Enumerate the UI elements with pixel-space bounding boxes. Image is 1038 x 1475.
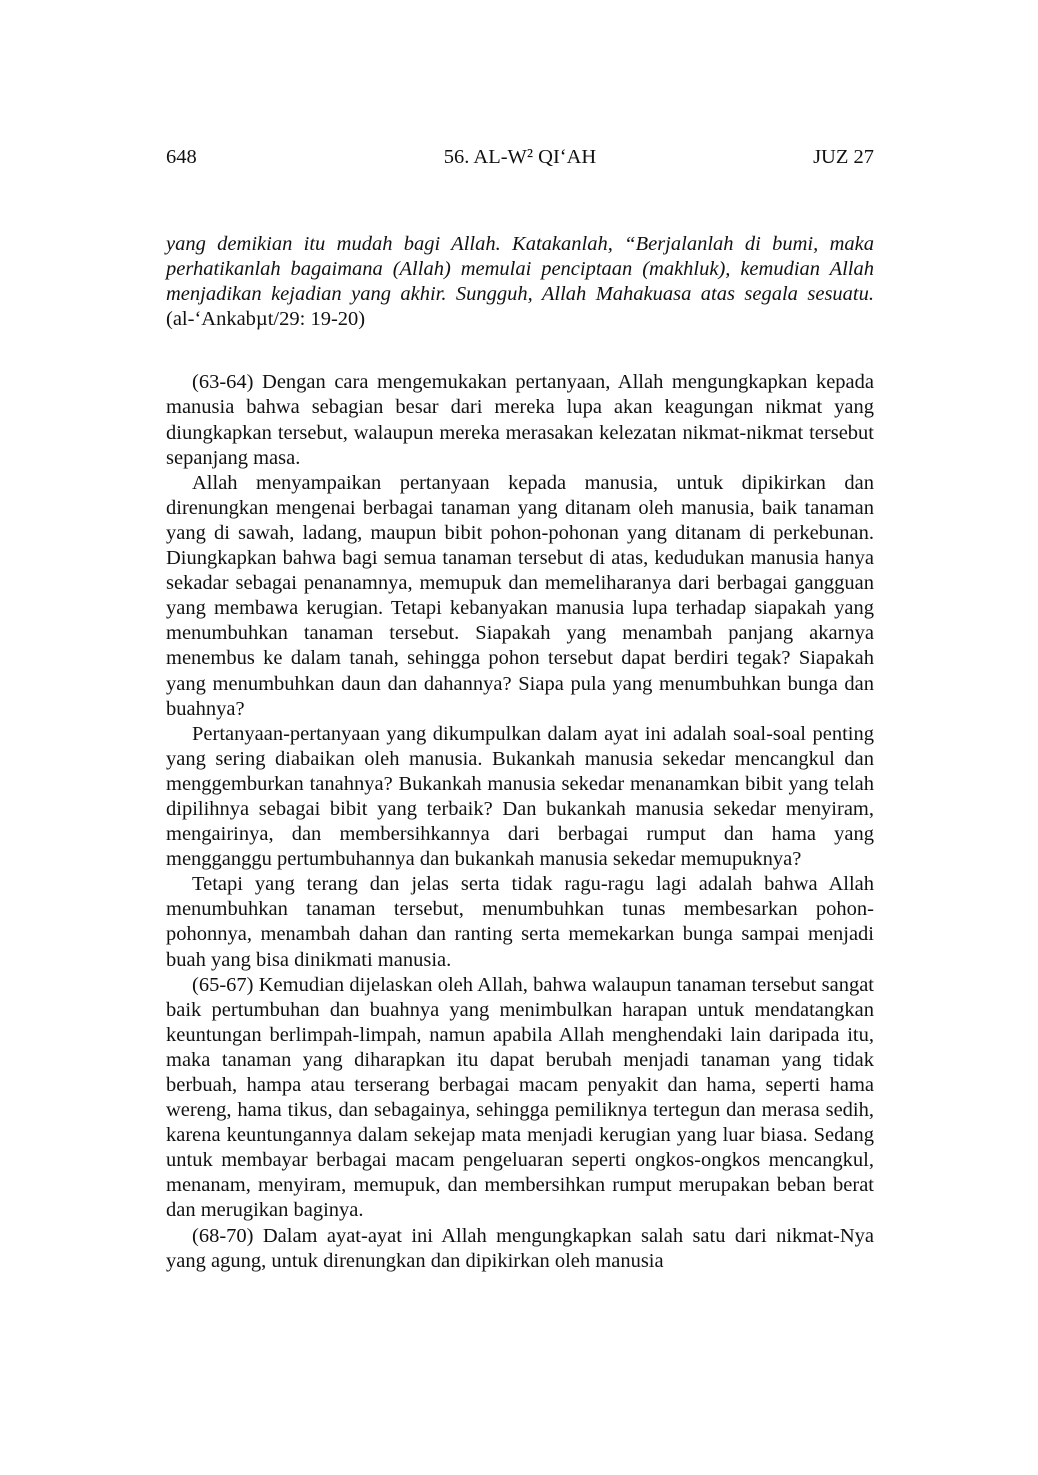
paragraph-allah-grows: Tetapi yang terang dan jelas serta tidak ragu-ragu lagi adalah bahwa Allah menumbuhkan tanaman tersebut, menumbuhkan tunas membesarkan pohon-pohonnya, menambah dahan dan ranting serta memekarkan bunga sampai menjadi buah yang bisa dinikmati manusia. xyxy=(166,873,874,971)
paragraph-65-67: (65-67) Kemudian dijelaskan oleh Allah, bahwa walaupun tanaman tersebut sangat baik pertumbuhan dan buahnya yang menimbulkan harapan untuk mendatangkan keuntungan berlimpah-limpah, namun apabila Allah menghendaki lain daripada itu, maka tanaman yang diharapkan itu dapat berubah menjadi tanaman yang tidak berbuah, hampa atau terserang berbagai macam penyakit dan hama, seperti hama wereng, hama tikus, dan sebagainya, sehingga pemiliknya tertegun dan merasa sedih, karena keuntungannya dalam sekejap mata menjadi kerugian yang luar biasa. Sedang untuk membayar berbagai macam pengeluaran seperti ongkos-ongkos mencangkul, menanam, menyiram, memupuk, dan membersihkan rumput merupakan beban berat dan merugikan baginya. xyxy=(166,973,874,1222)
verse-reference: (al-‘Ankabµt/29: 19-20) xyxy=(166,308,366,331)
quoted-verse xyxy=(166,232,874,332)
paragraph-63-64: (63-64) Dengan cara mengemukakan pertanyaan, Allah mengungkapkan kepada manusia bahwa sebagian besar dari mereka lupa akan keagungan nikmat yang diungkapkan tersebut, walaupun mereka merasakan kelezatan nikmat-nikmat tersebut sepanjang masa. xyxy=(166,371,874,469)
paragraph-questions: Pertanyaan-pertanyaan yang dikumpulkan dalam ayat ini adalah soal-soal penting yang sering diabaikan oleh manusia. Bukankah manusia sekedar mencangkul dan menggemburkan tanahnya? Bukankah manusia sekedar menanamkan bibit yang telah dipilihnya sebagai bibit yang terbaik? Dan bukankah manusia sekedar menyiram, mengairinya, dan membersihkannya dari berbagai rumput dan hama yang mengganggu pertumbuhannya dan bukankah manusia sekedar memupuknya? xyxy=(166,722,874,871)
paragraph-68-70: (68-70) Dalam ayat-ayat ini Allah mengungkapkan salah satu dari nikmat-Nya yang agung, untuk direnungkan dan dipikirkan oleh manusia xyxy=(166,1224,874,1272)
juz-label: JUZ 27 xyxy=(813,146,874,168)
section-gap xyxy=(166,332,874,370)
quoted-verse-text: yang demikian itu mudah bagi Allah. Katakanlah, “Berjalanlah di bumi, maka perhatikanlah bagaimana (Allah) memulai penciptaan (makhluk), kemudian Allah menjadikan kejadian yang akhir. Sungguh, Allah Mahakuasa atas segala sesuatu. xyxy=(166,233,874,306)
document-page xyxy=(166,0,874,1475)
surah-title: 56. AL-W² QI‘AH xyxy=(443,146,597,168)
page-number: 648 xyxy=(166,146,197,168)
running-header xyxy=(166,146,874,172)
page-body xyxy=(166,232,874,1274)
paragraph-plants-question: Allah menyampaikan pertanyaan kepada manusia, untuk dipikirkan dan direnungkan mengenai berbagai tanaman yang ditanam oleh manusia, baik tanaman yang di sawah, ladang, maupun bibit pohon-pohonan yang ditanam di perkebunan. Diungkapkan bahwa bagi semua tanaman tersebut di atas, kedudukan manusia hanya sekadar sebagai penanamnya, memupuk dan memeliharanya dari berbagai gangguan yang membawa kerugian. Tetapi kebanyakan manusia lupa terhadap siapakah yang menumbuhkan tanaman tersebut. Siapakah yang menambah panjang akarnya menembus ke dalam tanah, sehingga pohon tersebut dapat berdiri tegak? Siapakah yang menumbuhkan daun dan dahannya? Siapa pula yang menumbuhkan bunga dan buahnya? xyxy=(166,471,874,720)
